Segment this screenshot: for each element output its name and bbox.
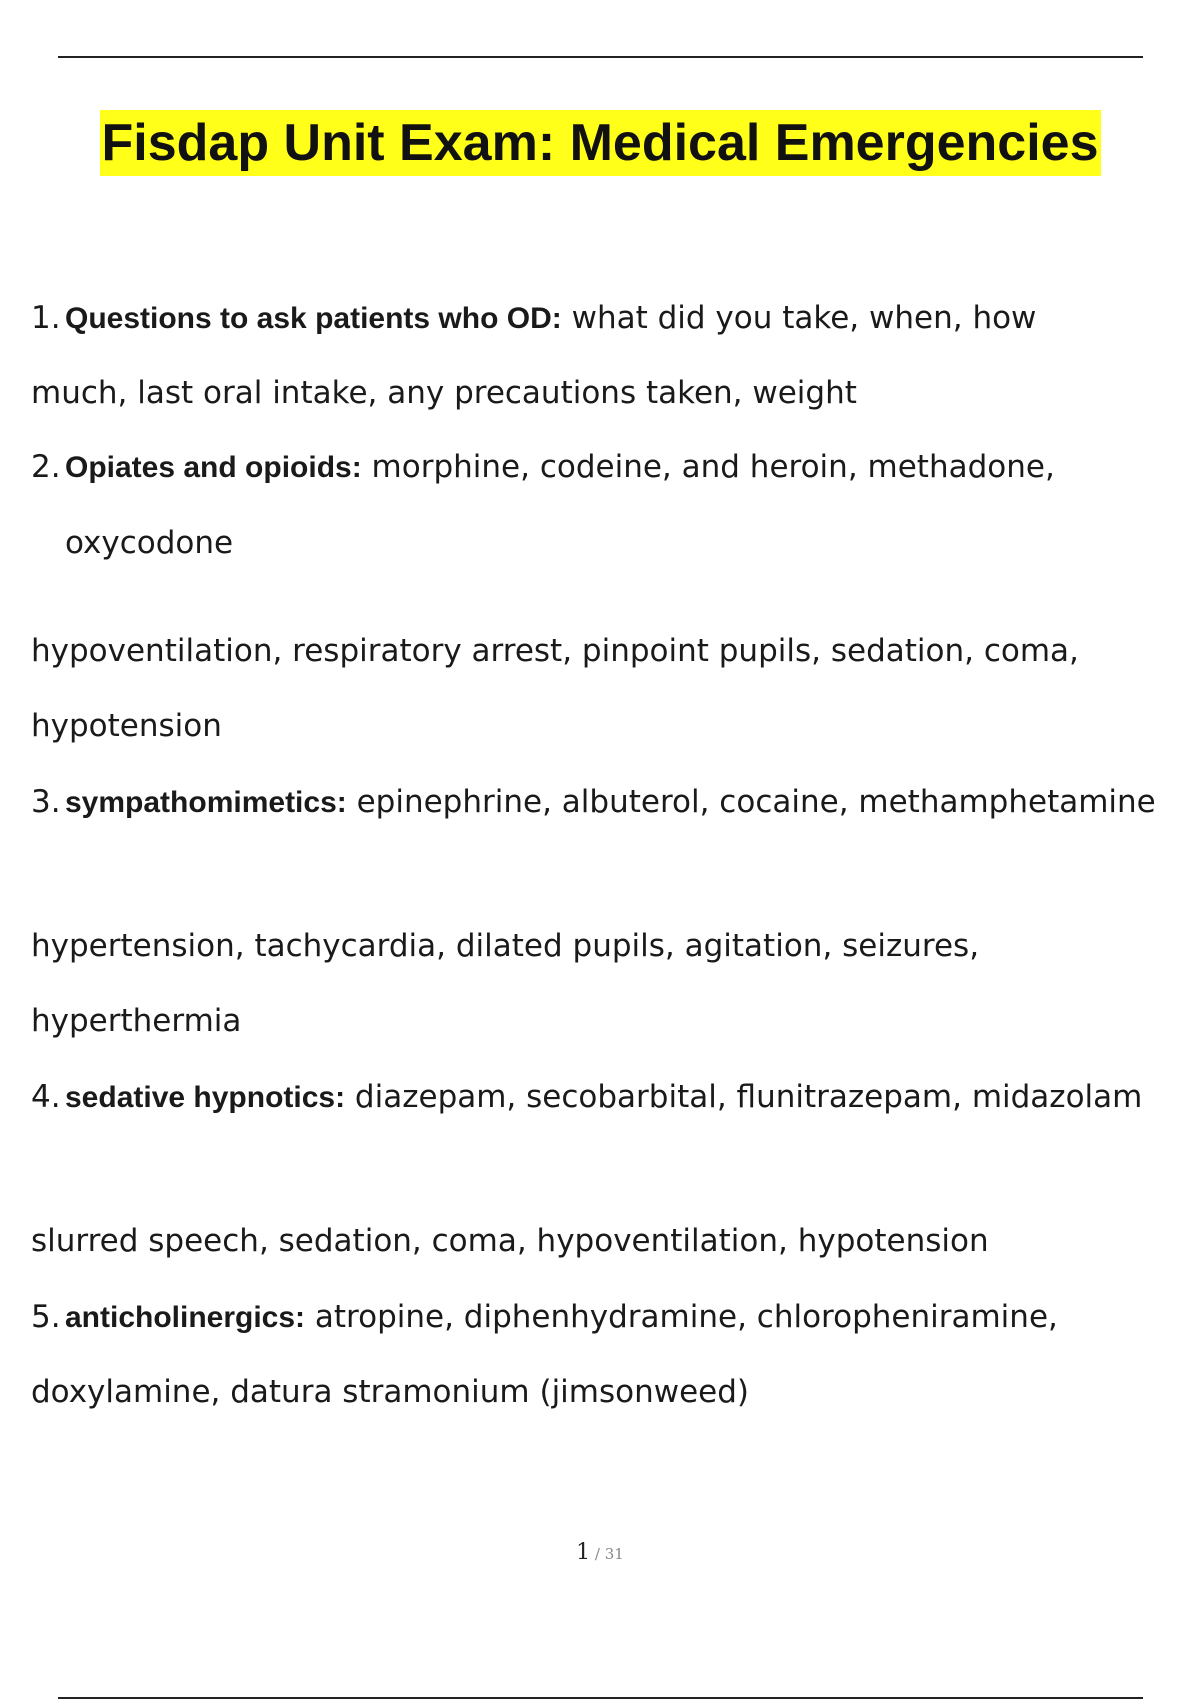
page-total: / 31 [590, 1545, 624, 1563]
list-item-number: 1. [31, 300, 61, 336]
list-item-number: 4. [31, 1079, 61, 1115]
list-item-term: Questions to ask patients who OD: [65, 302, 562, 335]
list-item-text: epinephrine, albuterol, cocaine, methamphetamine [346, 784, 1156, 820]
list-item-text: much, last oral intake, any precautions taken, weight [31, 375, 857, 411]
page-current: 1 [576, 1540, 591, 1565]
page-number [0, 1540, 1200, 1565]
list-item-2-effects-line-1 [31, 631, 1079, 671]
title-block [0, 110, 1200, 176]
list-item-effects: hypertension, tachycardia, dilated pupils, agitation, seizures, [31, 928, 980, 964]
list-item-number: 5. [31, 1299, 61, 1335]
list-item-effects: hyperthermia [31, 1003, 242, 1039]
list-item-text: what did you take, when, how [561, 300, 1037, 336]
list-item-number: 3. [31, 784, 61, 820]
list-item-2-line-1 [31, 447, 1055, 488]
list-item-term: anticholinergics: [65, 1301, 306, 1334]
list-item-text: diazepam, secobarbital, flunitrazepam, midazolam [345, 1079, 1143, 1115]
list-item-text: oxycodone [65, 525, 234, 561]
list-item-1-line-1 [31, 298, 1036, 339]
list-item-effects: hypotension [31, 708, 222, 744]
list-item-term: sedative hypnotics: [65, 1081, 346, 1114]
list-item-5-line-1 [31, 1297, 1058, 1338]
list-item-term: Opiates and opioids: [65, 451, 362, 484]
list-item-number: 2. [31, 449, 61, 485]
list-item-1-line-2 [31, 373, 857, 413]
list-item-3-line-1 [31, 782, 1156, 823]
list-item-3-effects-line-1 [31, 926, 979, 966]
list-item-effects: slurred speech, sedation, coma, hypoventilation, hypotension [31, 1223, 989, 1259]
list-item-term: sympathomimetics: [65, 786, 347, 819]
list-item-2-line-2 [65, 523, 233, 563]
list-item-text: doxylamine, datura stramonium (jimsonweed) [31, 1374, 750, 1410]
bottom-rule [58, 1697, 1143, 1699]
list-item-text: atropine, diphenhydramine, chloropheniramine, [305, 1299, 1058, 1335]
top-rule [58, 56, 1143, 58]
list-item-effects: hypoventilation, respiratory arrest, pinpoint pupils, sedation, coma, [31, 633, 1079, 669]
list-item-4-line-1 [31, 1077, 1142, 1118]
list-item-text: morphine, codeine, and heroin, methadone, [361, 449, 1055, 485]
list-item-3-effects-line-2 [31, 1001, 241, 1041]
list-item-4-effects-line-1 [31, 1221, 989, 1261]
list-item-5-line-2 [31, 1372, 749, 1412]
page-title: Fisdap Unit Exam: Medical Emergencies [100, 110, 1101, 176]
list-item-2-effects-line-2 [31, 706, 222, 746]
